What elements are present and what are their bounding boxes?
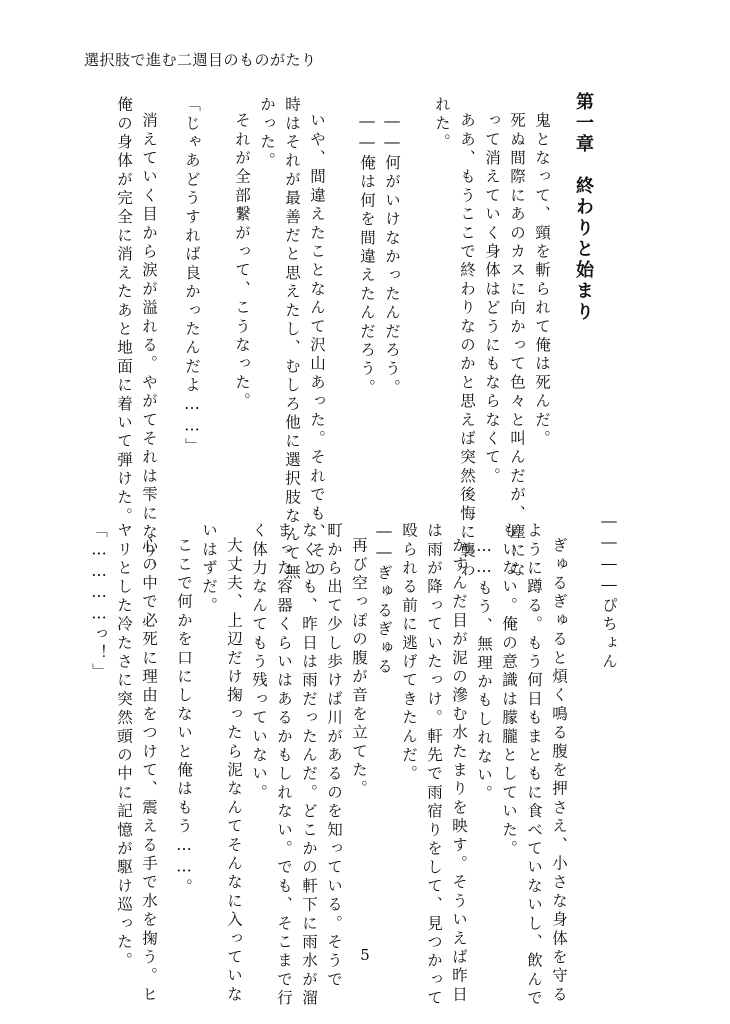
text-column: く体力なんてもう残っていない。: [250, 522, 268, 803]
running-header: 選択肢で進む二週目のものがたり: [84, 51, 317, 69]
text-column: かった。: [258, 96, 276, 171]
text-column: いはずだ。: [200, 522, 218, 616]
text-column: 俺の身体が完全に消えたあと地面に着いて弾けた。: [115, 96, 133, 527]
text-column: ヤリとした冷たさに突然頭の中に記憶が駆け巡った。: [115, 522, 133, 971]
text-column: 死ぬ間際にあのカスに向かって色々と叫んだが、塵にな: [508, 112, 526, 580]
text-column: もいない。俺の意識は朦朧としていた。: [500, 522, 518, 859]
page-number: 5: [360, 946, 370, 964]
text-column: なくとも、昨日は雨だったんだ。どこかの軒下に雨水が溜: [300, 522, 318, 1009]
text-column: 消えていく目から涙が溢れる。やがてそれは雫になり、: [140, 112, 158, 580]
text-column: 心の中で必死に理由をつけて、震える手で水を掬う。ヒ: [140, 537, 158, 1005]
text-column: って消えていく身体はどうにもならなくて。: [483, 112, 501, 486]
text-column: ように蹲る。もう何日もまともに食べていないし、飲んで: [525, 522, 543, 1009]
chapter-title: 第一章 終わりと始まり: [573, 92, 594, 323]
text-column: ここで何かを口にしないと俺はもう……。: [175, 537, 193, 898]
text-column: 殴られる前に逃げてきたんだ。: [400, 522, 418, 784]
text-column: 鬼となって、頸を斬られて俺は死んだ。: [533, 112, 551, 449]
text-column: 「じゃあどうすれば良かったんだよ……」: [183, 96, 201, 457]
text-column: ――ぎゅるぎゅる: [375, 522, 393, 677]
text-column: それが全部繋がって、こうなった。: [233, 112, 251, 412]
text-column: 町から出て少し歩けば川があるのを知っている。そうで: [325, 522, 343, 990]
text-column: れた。: [433, 96, 451, 153]
text-column: は雨が降っていたっけ。軒先で雨宿りをして、見つかって: [425, 522, 443, 1009]
text-column: ――何がいけなかったんだろう。: [383, 112, 401, 398]
text-column: まった容器くらいはあるかもしれない。でも、そこまで行: [275, 522, 293, 1009]
text-column: 再び空っぽの腹が音を立てた。: [350, 537, 368, 799]
text-column: 時はそれが最善だと思えたし、むしろ他に選択肢なんて無: [283, 96, 301, 583]
text-column: 「…………っ！」: [90, 522, 108, 682]
text-column: ――――ぴちょん: [600, 512, 618, 672]
text-column: かすんだ目が泥の滲む水たまりを映す。そういえば昨日: [450, 537, 468, 1005]
text-column: いや、間違えたことなんて沢山あった。それでも、その: [308, 112, 326, 580]
text-column: ……もう、無理かもしれない。: [475, 537, 493, 804]
text-column: 大丈夫、上辺だけ掬ったら泥なんてそんなに入っていな: [225, 537, 243, 1005]
text-column: ぎゅるぎゅると煩く鳴る腹を押さえ、小さな身体を守る: [550, 537, 568, 1005]
text-column: ああ、もうここで終わりなのかと思えば突然後悔に襲わ: [458, 112, 476, 580]
text-column: ――俺は何を間違えたんだろう。: [358, 112, 376, 398]
